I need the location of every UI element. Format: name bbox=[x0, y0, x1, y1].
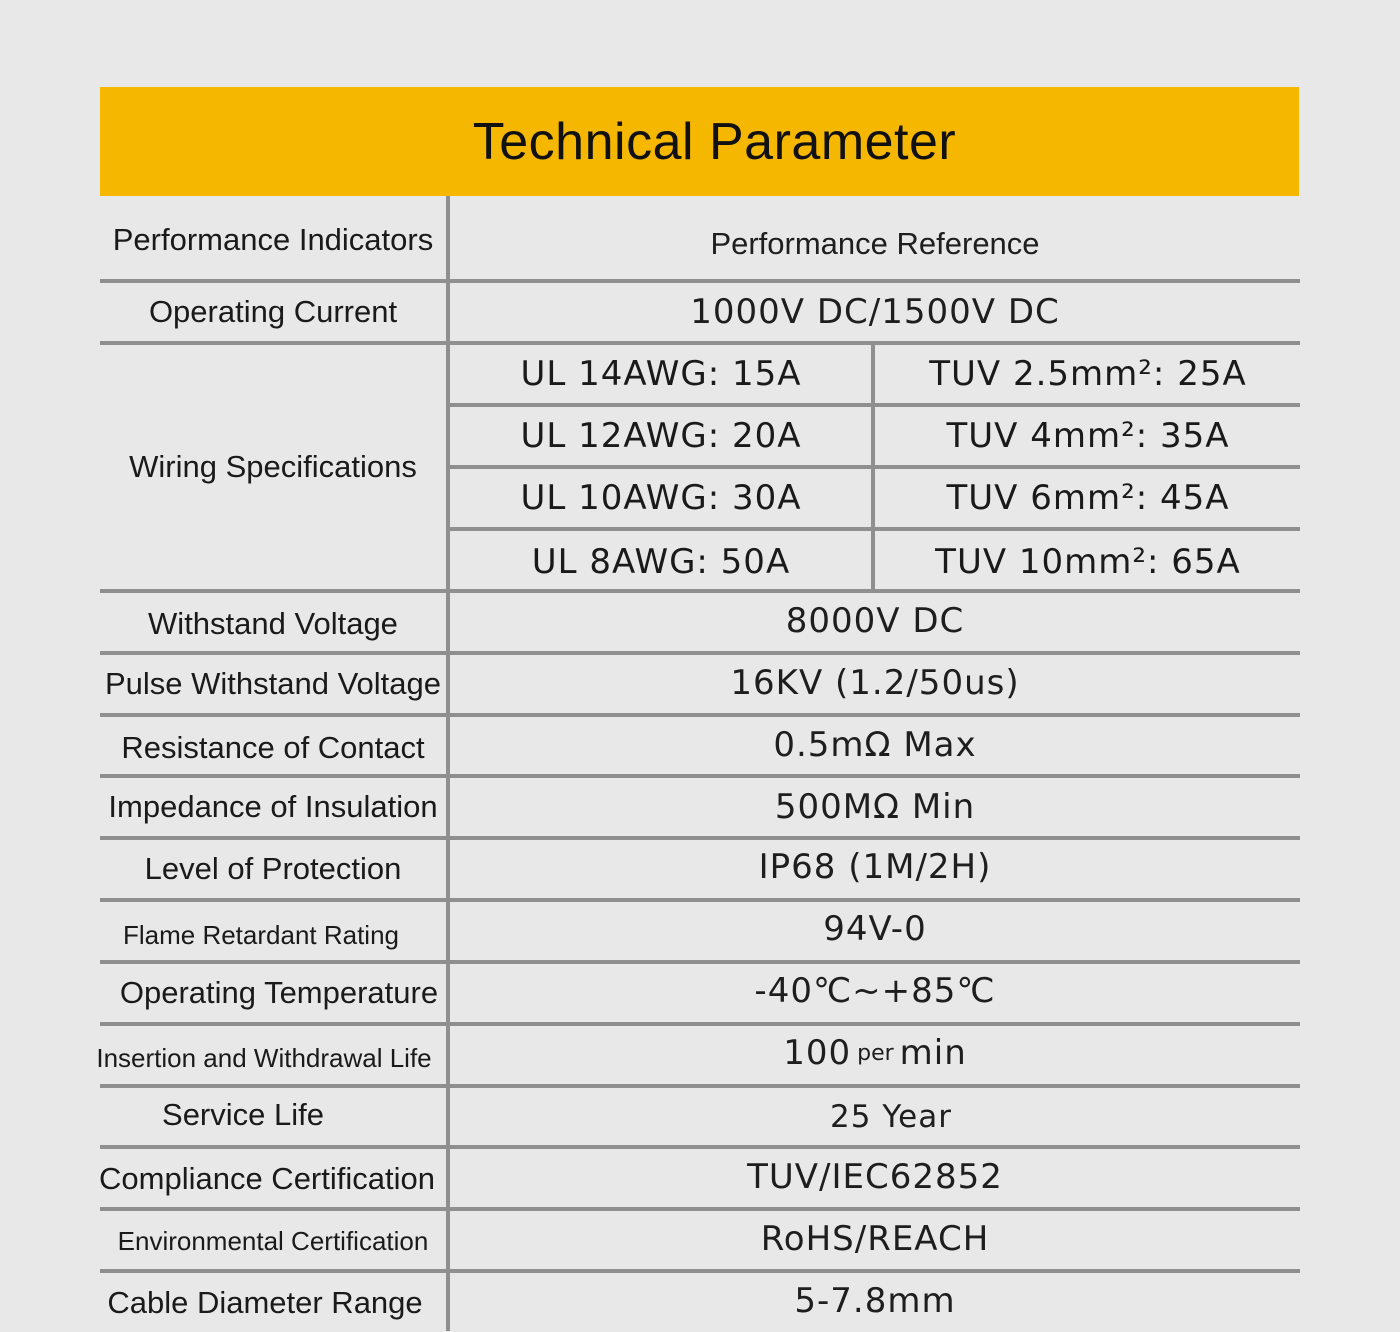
page-title: Technical Parameter bbox=[472, 112, 957, 171]
row-label-flame-retardant-rating: Flame Retardant Rating bbox=[122, 919, 400, 950]
wiring-tuv-2-5mm: TUV 2.5mm²: 25A bbox=[929, 354, 1247, 394]
row-value-flame-retardant-rating: 94V-0 bbox=[823, 909, 927, 949]
row-value-insertion-withdrawal-life bbox=[450, 1024, 1300, 1082]
row-label-cable-diameter-range: Cable Diameter Range bbox=[107, 1285, 423, 1320]
row-value-impedance-of-insulation: 500MΩ Min bbox=[774, 787, 976, 827]
row-label-operating-current: Operating Current bbox=[148, 294, 398, 329]
row-value-level-of-protection: IP68 (1M/2H) bbox=[758, 847, 992, 887]
row-label-wiring-specifications: Wiring Specifications bbox=[129, 449, 417, 484]
row-value-pulse-withstand-voltage: 16KV (1.2/50us) bbox=[730, 662, 1020, 703]
wiring-ul-10awg: UL 10AWG: 30A bbox=[520, 478, 802, 518]
row-value-compliance-certification: TUV/IEC62852 bbox=[747, 1157, 1003, 1197]
title-banner bbox=[100, 87, 1299, 196]
insertion-life-unit: min bbox=[899, 1033, 967, 1073]
wiring-ul-8awg: UL 8AWG: 50A bbox=[531, 542, 791, 582]
row-label-service-life: Service Life bbox=[162, 1097, 324, 1132]
row-value-withstand-voltage: 8000V DC bbox=[785, 600, 965, 641]
row-label-resistance-of-contact: Resistance of Contact bbox=[121, 730, 425, 765]
row-label-operating-temperature: Operating Temperature bbox=[119, 975, 439, 1010]
wiring-ul-14awg: UL 14AWG: 15A bbox=[520, 354, 802, 394]
row-value-cable-diameter-range: 5-7.8mm bbox=[794, 1281, 956, 1321]
row-value-operating-current: 1000V DC/1500V DC bbox=[690, 292, 1060, 332]
row-value-service-life: 25 Year bbox=[830, 1099, 952, 1135]
header-performance-indicators: Performance Indicators bbox=[112, 221, 434, 257]
wiring-tuv-6mm: TUV 6mm²: 45A bbox=[946, 478, 1230, 518]
row-label-withstand-voltage: Withstand Voltage bbox=[148, 605, 398, 641]
row-label-environmental-certification: Environmental Certification bbox=[117, 1225, 429, 1256]
wiring-tuv-10mm: TUV 10mm²: 65A bbox=[935, 542, 1241, 582]
row-label-pulse-withstand-voltage: Pulse Withstand Voltage bbox=[104, 666, 442, 701]
row-value-resistance-of-contact: 0.5mΩ Max bbox=[773, 724, 977, 765]
insertion-life-per: per bbox=[857, 1040, 894, 1066]
wiring-ul-12awg: UL 12AWG: 20A bbox=[520, 416, 802, 456]
wiring-tuv-4mm: TUV 4mm²: 35A bbox=[946, 416, 1230, 456]
row-label-impedance-of-insulation: Impedance of Insulation bbox=[108, 789, 438, 824]
insertion-life-number: 100 bbox=[783, 1033, 852, 1073]
row-value-operating-temperature: -40℃~+85℃ bbox=[754, 971, 996, 1011]
row-label-compliance-certification: Compliance Certification bbox=[99, 1161, 435, 1196]
row-value-environmental-certification: RoHS/REACH bbox=[760, 1219, 990, 1259]
header-performance-reference: Performance Reference bbox=[710, 225, 1040, 261]
row-label-insertion-withdrawal-life: Insertion and Withdrawal Life bbox=[96, 1042, 432, 1073]
row-label-level-of-protection: Level of Protection bbox=[144, 851, 402, 886]
